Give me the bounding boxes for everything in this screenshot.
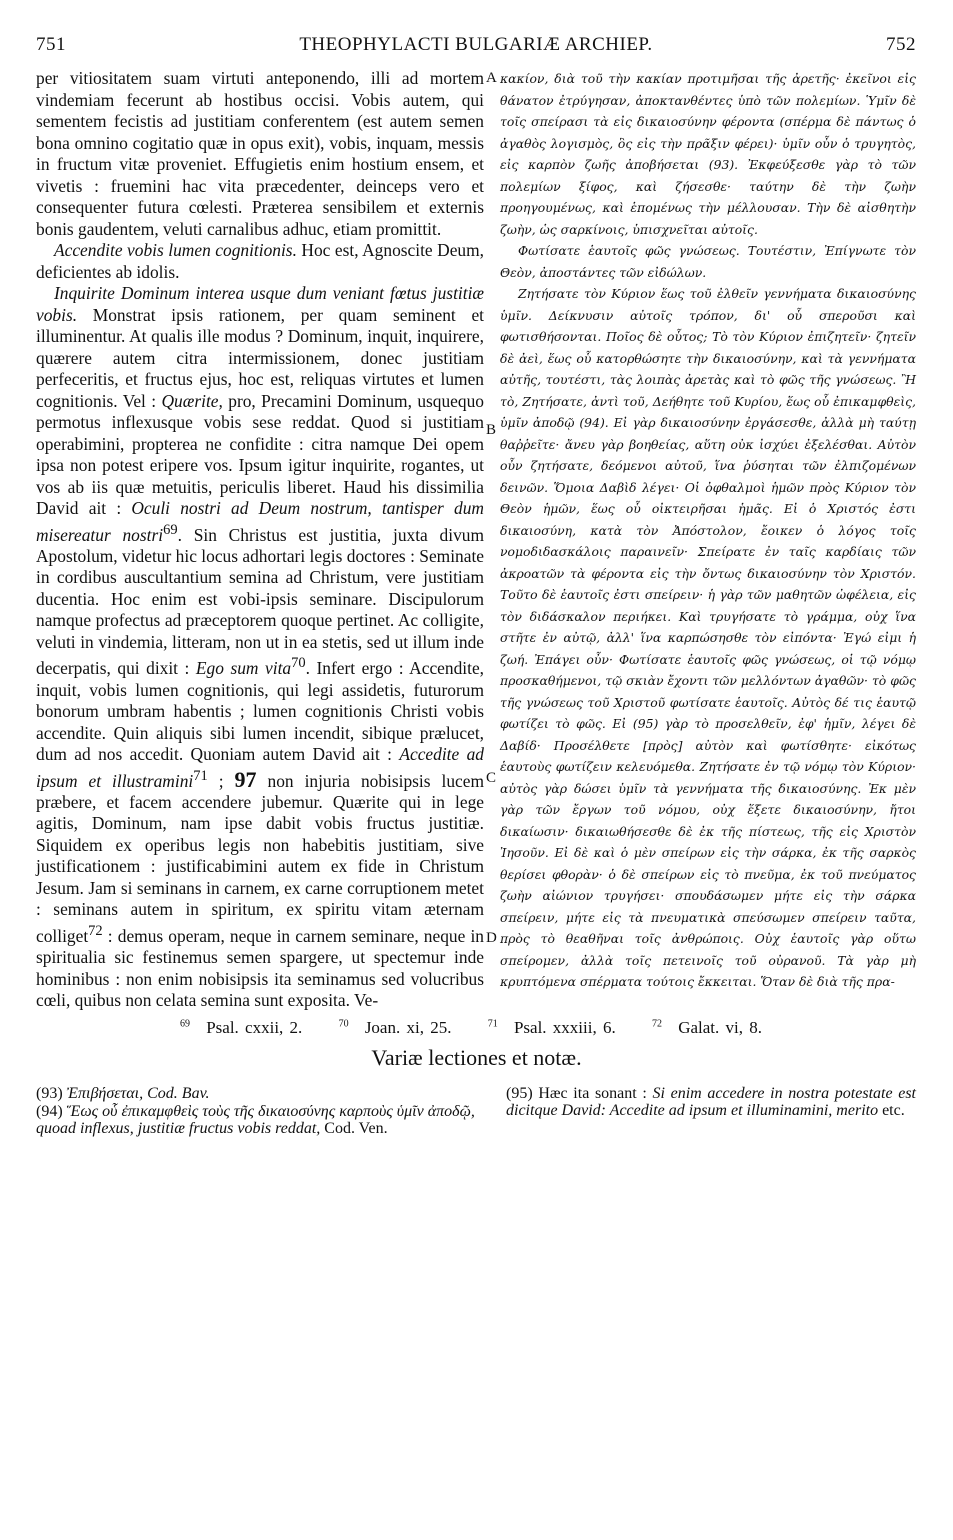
latin-text: pro, Precamini Dominum, usquequo permotus inflexusque vobis sese reddat. Quod si justitiam operabimini, propterea ne confidite : citra namque Dei opem ipsa non potest eripere vos. Ipsum igitur inquirite, rogantes, ut vos ab iis quæ metuitis, periculis liberet. Haud his dissimilia David ait : xyxy=(36,390,484,518)
latin-paragraph: Inquirite Dominum interea usque dum veniant fœtus justitiæ vobis. Monstrat ipsis rationem, per quam seminent et illuminentur. At qualis ille modus ? Dominum, inquit, inquirere, quærere autem citra intermissionem, donec justitiam perfeceritis, et fructus ejus, hoc est, reliquas virtutes et lumen cognitionis. Vel : Quærite, pro, Precamini Dominum, usquequo permotus inflexusque vobis sese reddat. Quod si justitiam operabimini, propterea ne confidite : citra namque Dei opem ipsa non potest eripere vos. Ipsum igitur inquirite, rogantes, ut vos ab iis quæ metuitis, periculis liberet. Haud his dissimilia David ait : Oculi nostri ad Deum nostrum, tantisper dum misereatur nostri$^{69}$. Sin Christus est justitia, juxta divum Apostolum, videtur hic locus adhortari legis doctores : Seminate in cordibus auscultantium semina ad Christum, vere justitiam ducentia. Hoc enim est vobi-ipsis seminare. Discipulorum namque profectus ad præceptorem quoque pertinet. Ac colligite, veluti in vindemia, litteram, non ut in ea stetis, sed ut illum inde decerpatis, qui dixit : Ego sum vita$^{70}$. Infert ergo : Accendite, inquit, vobis lumen cognitionis, qui legi assidetis, futurorum bonorum umbram habentis ; lumen cognitionis Christi vobis accendite. Quin aliquis sibi lumen incendit, sibique prælucet, dum ad nos accedit. Quoniam autem David ait : Accedite ad ipsum et illustramini$^{71}$ ; 97 non injuria nobisipsis lucem præbere, et facem accendere jubemur. Quærite qui in lege agitis, Dominum, nam ipse dabit vobis fructus justitiæ. Siquidem ex operibus legis non habebitis justitiam, sive justificationem : justificabimini autem ex fide in Christum Jesum. Jam si seminans in carnem, ex carne corruptionem metet : seminans autem in spiritum, ex spiritu vitam æternam colliget$^{72}$ : demus operam, neque in carnem seminare, neque in spiritualia sic festinemus semen spargere, ut spectemur inde hominibus : non enim nobisipsis ita seminamus sed volucribus cœli, quibus non celata semina sunt exposita. Ve- xyxy=(36,283,485,1011)
note-93: (93) Ἐπιβήσεται, Cod. Bav. xyxy=(36,1085,210,1102)
greek-paragraph: κακίον, διὰ τοῦ τὴν κακίαν προτιμῆσαι τῆς ἀρετῆς· ἐκεῖνοι εἰς θάνατον ἐτρύγησαν, ἀποκτανθέντες ὑπὸ τῶν πολεμίων. Ὑμῖν δὲ τοῖς σπείρασι τὰ εἰς δικαιοσύνην φέροντα (σπέρμα δὲ πάντως ὁ ἀγαθὸς λογισμὸς, ὃς εἰς τὴν πρᾶξιν φέρει)· ὑμῖν οὖν ὁ τρυγητὸς, εἰς καρπὸν ζωῆς ἀποβήσεται (93). Ἐκφεύξεσθε γὰρ τὸ τῶν πολεμίων ξίφος, καὶ ζήσεσθε· ταύτην δὲ τὴν ζωὴν προηγουμένως, καὶ ἑπομένως τὴν μέλλουσαν. Τὴν δὲ αἰσθητὴν ζωὴν, ὡς σαρκίνοις, ὑπισχνεῖται αὐτοῖς. xyxy=(500,71,916,237)
latin-quote: Accedite ad ipsum et illustramini xyxy=(36,744,484,791)
reference-69: $^{69}$ Psal. cxxii, 2. xyxy=(179,1018,303,1037)
greek-column xyxy=(500,68,916,993)
variae-lectiones-title: Variæ lectiones et notæ. xyxy=(371,1045,582,1070)
greek-paragraph: Ζητήσατε τὸν Κύριον ἕως τοῦ ἐλθεῖν γεννήματα δικαιοσύνης ὑμῖν. Δείκνυσιν αὐτοῖς τρόπον, δι' οὗ σπεροῦσι καὶ φωτισθήσονται. Ποῖος δὲ οὗτος; Τὸ τὸν Κύριον ἐπιζητεῖν· ζητεῖν δὲ ἀεὶ, ἕως οὗ κατορθώσητε τὴν δικαιοσύνην, καὶ τὰ γεννήματα αὐτῆς, τουτέστι, τὰς λοιπὰς ἀρετὰς καὶ τὸ φῶς τῆς γνώσεως. Ἢ τὸ, Ζητήσατε, ἀντὶ τοῦ, Δεήθητε τοῦ Κυρίου, ἕως οὗ ἐπικαμφθεὶς, ὑμῖν ἀποδῷ (94). Εἰ γὰρ δικαιοσύνην ἐργάσεσθε, ἀλλὰ μὴ ταύτῃ θαῤῥεῖτε· ἄνευ γὰρ βοηθείας, αὕτη οὐκ ἰσχύει ἐξελέσθαι. Αὐτὸν οὖν ζητήσατε, δεόμενοι αὐτοῦ, ἵνα ῥύσηται τῶν ἐλπιζομένων δεινῶν. Ὅμοια Δαβὶδ λέγει· Οἱ ὀφθαλμοὶ ἡμῶν πρὸς Κύριον τὸν Θεὸν ἡμῶν, ἕως οὗ οἰκτειρῆσαι ἡμᾶς. Εἰ ὁ Χριστός ἐστι δικαιοσύνη, κατὰ τὸν Ἀπόστολον, ἔοικεν ὁ λόγος τοῖς νομοδιδασκάλοις παραινεῖν· Σπείρατε ἐν ταῖς καρδίαις τῶν ἀκροατῶν τὰ φέροντα εἰς τὴν ὄντως δικαιοσύνην τὸν Χριστόν. Τοῦτο δὲ ἑαυτοῖς ἐστι σπείρειν· ἡ γὰρ τῶν μαθητῶν ὠφέλεια, εἰς τὸν διδάσκαλον περιήκει. Καὶ τρυγήσατε τὸ γράμμα, οὐχ ἵνα στῆτε ἐν αὐτῷ, ἀλλ' ἵνα καρπώσησθε τὸν εἰπόντα· Ἐγώ εἰμι ἡ ζωή. Ἐπάγει οὖν· Φωτίσατε ἑαυτοῖς φῶς γνώσεως, οἱ τῷ νόμῳ προσκαθήμενοι, τῷ σκιὰν ἔχοντι τῶν μελλόντων ἀγαθῶν· τὸ φῶς τῆς γνώσεως τοῦ Χριστοῦ φωτίσατε ἑαυτοῖς. Αὐτὸς δέ τις ἑαυτῷ φωτίζει τὸ φῶς. Εἰ (95) γὰρ τὸ προσελθεῖν, ἐφ' ἡμῖν, λέγει δὲ Δαβίδ· Προσέλθετε [πρὸς] αὐτὸν καὶ φωτίσθητε· εἰκότως ἑαυτοὺς φωτίζειν κελευόμεθα. Ζητήσατε ἐν τῷ νόμῳ τὸν Κύριον· αὐτὸς γὰρ δώσει ὑμῖν τὰ γεννήματα τῆς δικαιοσύνης. Ἐκ μὲν γὰρ τῶν ἔργων τοῦ νόμου, οὐχ ἕξετε δικαιοσύνην, ἤτοι δικαίωσιν· δικαιωθήσεσθε δὲ ἐκ τῆς πίστεως, τῆς εἰς Χριστὸν Ἰησοῦν. Εἰ δὲ καὶ ὁ μὲν σπείρων εἰς τὴν σάρκα, ἐκ τῆς σαρκὸς θερίσει φθορὰν· ὁ δὲ σπείρων εἰς τὸ πνεῦμα, ἐκ τοῦ πνεύματος ζωὴν αἰώνιον τρυγήσει· σπουδάσωμεν μήτε εἰς τὴν σάρκα σπείρειν, μήτε εἰς τὰ πνευματικὰ σπεύσωμεν σπείρειν ταῦτα, πρὸς τὸ θεαθῆναι τοῖς ἀνθρώποις. Οὐχ ἑαυτοῖς γὰρ οὕτω σπείρομεν, ἀλλὰ τοῖς πετεινοῖς τοῦ οὐρανοῦ. Τὰ γὰρ μὴ κρυπτόμενα σπέρματα τούτοις ἔκκειται. Ὅταν δὲ διὰ τῆς πρα- xyxy=(500,286,916,989)
latin-text: : demus operam, neque in carnem seminare, neque in spiritualia sic festinemus semen spargere, ut spectemur inde hominibus : non enim nobisipsis ita seminamus sed volucribus cœli, quibus non celata semina sunt exposita. Ve- xyxy=(36,925,484,1011)
latin-text: per vitiositatem suam virtuti anteponendo, illi ad mortem vindemiam fecerunt ab hostibus occisi. Vobis autem, qui sementem fecistis ad justitiam conferentem (est autem semen bona omnino cogitatio quæ in opus exit), vobis, inquam, messis in fructum vitæ proveniet. Effugietis enim hostium ensem, et vivetis : fruemini hac vita præcedenter, deinceps vero et consequenter futura cœlesti. Præterea sensibilem et externis bonis gaudentem, veluti carnalibus adhuc, etiam promittit. xyxy=(36,68,484,239)
latin-lemma: Inquirite Dominum interea usque dum veniant fœtus justitiæ vobis. xyxy=(36,283,484,325)
running-header xyxy=(36,34,916,56)
page-number-right: 752 xyxy=(886,34,916,55)
latin-text: non injuria nobisipsis lucem præbere, et facem accendere jubemur. Quærite qui in lege agitis, Dominum, nam ipse dabit vobis fructus justitiæ. Siquidem ex operibus legis non habebitis justitiam, sive justificationem : justificabimini autem ex fide in Christum Jesum. Jam si seminans in carnem, ex carne corruptionem metet : seminans autem in spiritum, ex spiritu vitam æternam colliget xyxy=(36,770,484,946)
margin-letter-b: B xyxy=(486,422,497,438)
latin-paragraph xyxy=(36,240,484,283)
page-number-left: 751 xyxy=(36,34,66,55)
notes-left xyxy=(36,1085,484,1138)
footnote-ref: 71 xyxy=(193,767,208,784)
latin-column xyxy=(36,68,485,1011)
column-number: 97 xyxy=(234,766,257,792)
margin-letter-a: A xyxy=(486,70,497,86)
reference-72: $^{72}$ Galat. vi, 8. xyxy=(651,1018,763,1037)
note-95: (95) Hæc ita sonant : Si enim accedere in nostra potestate est dicitque David: Accedite ad ipsum et illuminamini, merito etc. xyxy=(506,1085,916,1119)
scripture-references xyxy=(36,1018,916,1040)
notes-right xyxy=(506,1085,916,1120)
margin-letter-d: D xyxy=(486,930,497,946)
running-title: THEOPHYLACTI BULGARIÆ ARCHIEP. xyxy=(299,34,653,55)
footnote-ref: 70 xyxy=(291,655,306,672)
latin-text: . Sin Christus est justitia, juxta divum Apostolum, videtur hic locus adhortari legis doctores : Seminate in cordibus auscultantium semina ad Christum, vere justitiam ducentia. Hoc enim est vobi-ipsis seminare. Discipulorum namque profectus ad præceptorem quoque pertinet. Ac colligite, veluti in vindemia, litteram, non ut in ea stetis, sed ut illum inde decerpatis, qui dixit : xyxy=(36,524,484,679)
latin-text: Hoc est, Agnoscite Deum, deficientes ab idolis. xyxy=(36,240,484,282)
reference-71: $^{71}$ Psal. xxxiii, 6. xyxy=(487,1018,616,1037)
latin-quote: Ego sum vita xyxy=(195,658,292,679)
latin-text: . Infert ergo : Accendite, inquit, vobis lumen cognitionis, qui legi assidetis, futurorum bonorum umbram habentis ; lumen cognitionis Christi vobis accendite. Quin aliquis sibi lumen incendit, sibique prælucet, dum ad nos accedit. Quoniam autem David ait : xyxy=(36,658,485,765)
latin-text: Monstrat ipsis rationem, per quam seminent et illuminentur. At qualis ille modus ? Dominum, inquit, inquirere, quærere autem citra intermissionem, donec justitiam perfeceritis, et fructus ejus, hoc est, reliquas virtutes et lumen cognitionis. Vel : xyxy=(36,304,484,411)
latin-paragraph xyxy=(36,68,484,240)
latin-lemma: Accendite vobis lumen cognitionis. xyxy=(54,240,297,260)
margin-letter-c: C xyxy=(486,770,497,786)
latin-quote: Oculi nostri ad Deum nostrum, tantisper dum misereatur nostri xyxy=(36,498,484,545)
footnote-ref: 72 xyxy=(88,922,103,939)
note-94: (94) Ἕως οὗ ἐπικαμφθεὶς τοὺς τῆς δικαιοσύνης καρποὺς ὑμῖν ἀποδῷ, quoad inflexus, justitiæ fructus vobis reddat, Cod. Ven. xyxy=(36,1103,475,1137)
latin-quote: Quærite, xyxy=(161,390,223,411)
greek-paragraph: Φωτίσατε ἑαυτοῖς φῶς γνώσεως. Τουτέστιν, Ἐπίγνωτε τὸν Θεὸν, ἀποστάντες τῶν εἰδώλων. xyxy=(500,243,916,280)
footnote-ref: 69 xyxy=(163,521,178,538)
reference-70: $^{70}$ Joan. xi, 25. xyxy=(338,1018,452,1037)
